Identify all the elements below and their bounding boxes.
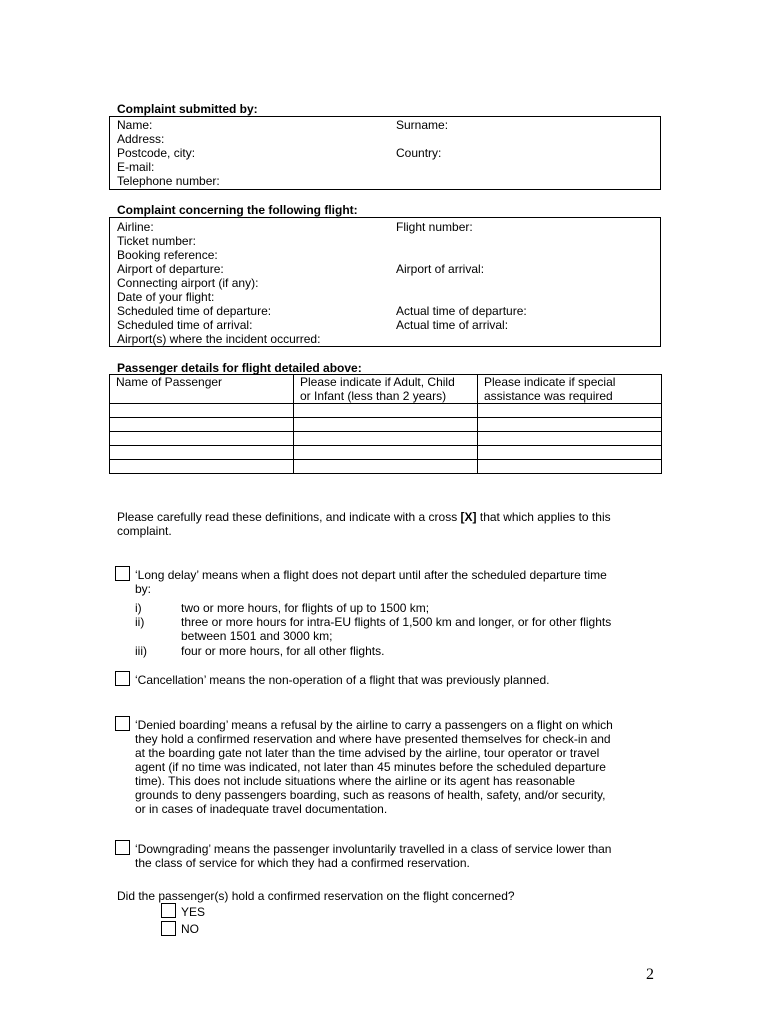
cancellation-definition: ‘Cancellation’ means the non-operation of a flight that was previously planned. (135, 673, 550, 687)
flight-date-field[interactable]: Date of your flight: (117, 290, 215, 304)
list-item: three or more hours for intra-EU flights of 1,500 km and longer, or for other flights (181, 615, 612, 629)
complainant-box (109, 116, 661, 190)
connecting-airport-field[interactable]: Connecting airport (if any): (117, 276, 259, 290)
passenger-section-title: Passenger details for flight detailed above: (117, 361, 362, 375)
telephone-field[interactable]: Telephone number: (117, 174, 220, 188)
airline-field[interactable]: Airline: (117, 220, 154, 234)
table-cell[interactable] (110, 432, 294, 446)
instructions-text: Please carefully read these definitions, and indicate with a cross [X] that which applies to this (117, 510, 611, 524)
airport-arrival-field[interactable]: Airport of arrival: (396, 262, 485, 276)
table-cell[interactable] (478, 446, 662, 460)
table-cell[interactable] (294, 446, 478, 460)
name-field[interactable]: Name: (117, 118, 153, 132)
incident-airport-field[interactable]: Airport(s) where the incident occurred: (117, 332, 321, 346)
list-number: iii) (135, 644, 147, 658)
scheduled-arrival-field[interactable]: Scheduled time of arrival: (117, 318, 253, 332)
actual-departure-field[interactable]: Actual time of departure: (396, 304, 527, 318)
instructions-text-line2: complaint. (117, 524, 172, 538)
downgrading-definition: ‘Downgrading’ means the passenger involuntarily travelled in a class of service lower than (135, 842, 612, 856)
ticket-number-field[interactable]: Ticket number: (117, 234, 196, 248)
list-number: i) (135, 601, 142, 615)
list-item: four or more hours, for all other flights. (181, 644, 385, 658)
no-label: NO (181, 922, 199, 936)
col-special-assistance: Please indicate if special assistance was required (478, 375, 662, 404)
reservation-question: Did the passenger(s) hold a confirmed reservation on the flight concerned? (117, 889, 515, 903)
downgrading-definition-line2: the class of service for which they had a confirmed reservation. (135, 856, 470, 870)
table-row (110, 446, 662, 460)
table-row (110, 432, 662, 446)
long-delay-definition-line2: by: (135, 582, 152, 596)
table-cell[interactable] (294, 404, 478, 418)
list-item: two or more hours, for flights of up to 1500 km; (181, 601, 430, 615)
long-delay-definition: ‘Long delay’ means when a flight does not depart until after the scheduled departure time (135, 568, 607, 582)
table-cell[interactable] (478, 460, 662, 474)
scheduled-departure-field[interactable]: Scheduled time of departure: (117, 304, 272, 318)
complainant-section-title: Complaint submitted by: (117, 102, 258, 116)
table-cell[interactable] (294, 460, 478, 474)
booking-reference-field[interactable]: Booking reference: (117, 248, 218, 262)
col-age-category: Please indicate if Adult, Child or Infant (less than 2 years) (294, 375, 478, 404)
yes-checkbox[interactable] (161, 903, 176, 918)
table-row (110, 404, 662, 418)
downgrading-checkbox[interactable] (115, 840, 130, 855)
table-cell[interactable] (478, 404, 662, 418)
table-cell[interactable] (110, 460, 294, 474)
table-cell[interactable] (294, 418, 478, 432)
no-checkbox[interactable] (161, 921, 176, 936)
list-number: ii) (135, 615, 145, 629)
flight-box (109, 217, 661, 347)
yes-label: YES (181, 905, 206, 919)
table-cell[interactable] (110, 404, 294, 418)
flight-section-title: Complaint concerning the following flight: (117, 203, 358, 217)
cancellation-checkbox[interactable] (115, 671, 130, 686)
table-row (110, 460, 662, 474)
table-row (110, 418, 662, 432)
cross-marker: [X] (460, 510, 477, 524)
denied-boarding-definition: ‘Denied boarding’ means a refusal by the airline to carry a passengers on a flight on which they hold a confirmed reservation and where have presented themselves for check-in and at the boarding gate not later than the time advised by the airline, tour operator or travel agent (if no time was indicated, not later than 45 minutes before the scheduled departure time). This does not include situations where the airline or its agent has reasonable grounds to deny passengers boarding, such as reasons of health, safety, and/or security, or in cases of inadequate travel documentation. (135, 718, 613, 816)
denied-boarding-checkbox[interactable] (115, 716, 130, 731)
postcode-city-field[interactable]: Postcode, city: (117, 146, 196, 160)
col-passenger-name: Name of Passenger (110, 375, 294, 404)
surname-field[interactable]: Surname: (396, 118, 449, 132)
country-field[interactable]: Country: (396, 146, 442, 160)
table-cell[interactable] (110, 418, 294, 432)
passenger-table (109, 374, 662, 474)
table-cell[interactable] (478, 418, 662, 432)
email-field[interactable]: E-mail: (117, 160, 155, 174)
long-delay-checkbox[interactable] (115, 566, 130, 581)
flight-number-field[interactable]: Flight number: (396, 220, 473, 234)
table-cell[interactable] (294, 432, 478, 446)
page-number: 2 (646, 966, 654, 983)
actual-arrival-field[interactable]: Actual time of arrival: (396, 318, 509, 332)
table-cell[interactable] (110, 446, 294, 460)
table-cell[interactable] (478, 432, 662, 446)
airport-departure-field[interactable]: Airport of departure: (117, 262, 224, 276)
list-item: between 1501 and 3000 km; (181, 629, 333, 643)
address-field[interactable]: Address: (117, 132, 165, 146)
passenger-table-header (110, 375, 662, 404)
